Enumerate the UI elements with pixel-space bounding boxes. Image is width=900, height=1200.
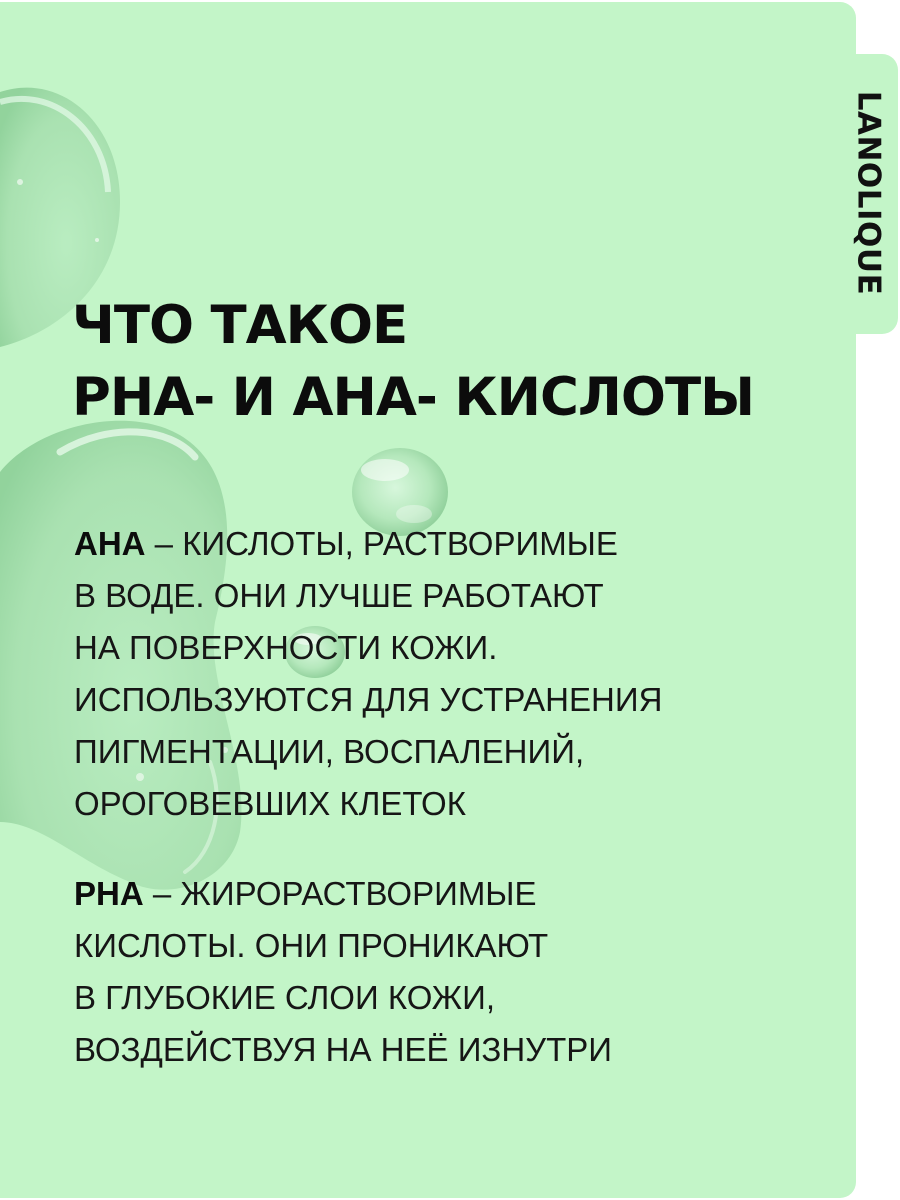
aha-line-6: ОРОГОВЕВШИХ КЛЕТОК	[74, 785, 466, 822]
aha-line-1	[74, 518, 662, 570]
pha-term: PHA	[74, 875, 144, 912]
pha-line-1-text: – ЖИРОРАСТВОРИМЫЕ	[143, 875, 537, 912]
aha-term: AHA	[74, 525, 146, 562]
content-card	[0, 2, 856, 1198]
pha-line-3: В ГЛУБОКИЕ СЛОИ КОЖИ,	[74, 979, 495, 1016]
aha-line-3: НА ПОВЕРХНОСТИ КОЖИ.	[74, 629, 498, 666]
aha-line-4: ИСПОЛЬЗУЮТСЯ ДЛЯ УСТРАНЕНИЯ	[74, 681, 663, 718]
brand-logo	[846, 72, 890, 314]
aha-paragraph	[74, 518, 662, 830]
pha-paragraph	[74, 868, 612, 1076]
pha-line-4: ВОЗДЕЙСТВУЯ НА НЕЁ ИЗНУТРИ	[74, 1031, 613, 1068]
aha-line-2: В ВОДЕ. ОНИ ЛУЧШЕ РАБОТАЮТ	[74, 577, 604, 614]
pha-line-2: КИСЛОТЫ. ОНИ ПРОНИКАЮТ	[74, 927, 549, 964]
aha-line-1-text: – КИСЛОТЫ, РАСТВОРИМЫЕ	[145, 525, 618, 562]
page-title	[72, 290, 754, 434]
pha-line-1	[74, 868, 612, 920]
aha-line-5: ПИГМЕНТАЦИИ, ВОСПАЛЕНИЙ,	[74, 733, 585, 770]
brand-name: LANOLIQUE	[850, 90, 887, 296]
title-line-1: ЧТО ТАКОЕ	[72, 295, 408, 356]
title-line-2: PHA- И AHA- КИСЛОТЫ	[72, 367, 755, 428]
